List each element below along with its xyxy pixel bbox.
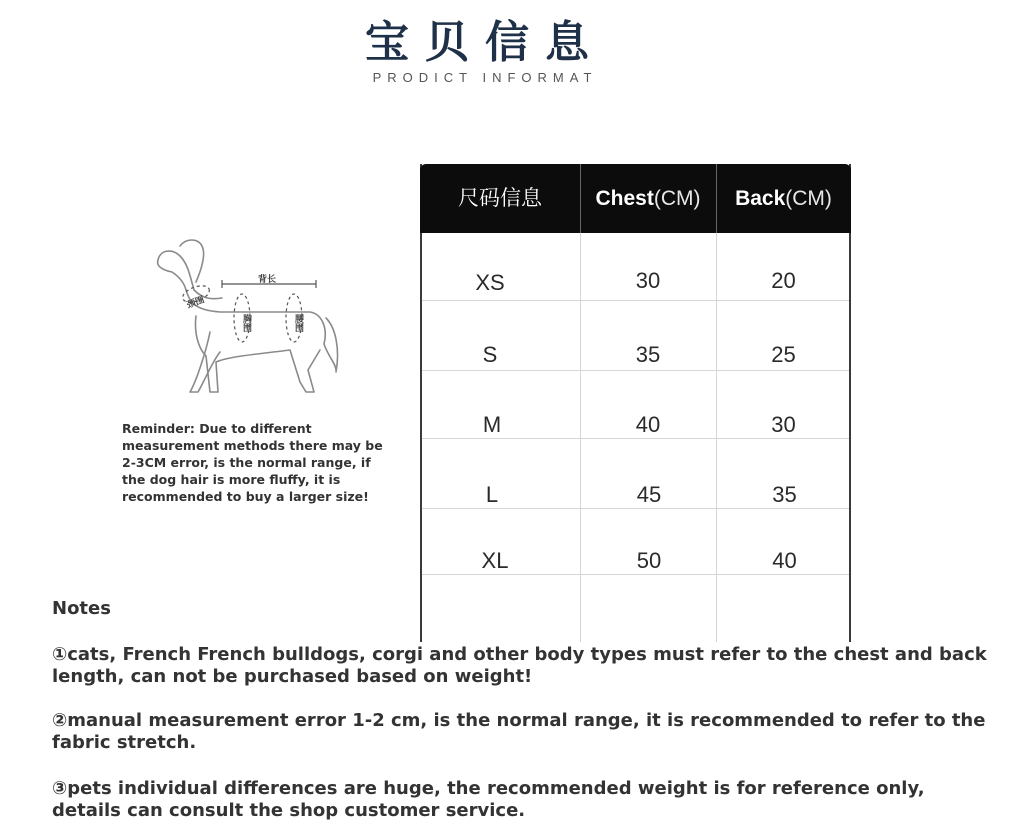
table-cell: XS bbox=[475, 270, 505, 295]
table-cell: 30 bbox=[635, 268, 661, 293]
reminder-text: Reminder: Due to different measurement methods there may be 2-3CM error, is the normal range, if the dog hair is more fluffy, it is recommended to buy a larger size! bbox=[122, 421, 383, 504]
back-length-label: 背长 bbox=[258, 275, 277, 285]
note-item: ③pets individual differences are huge, the recommended weight is for reference only, details can consult the shop customer service. bbox=[52, 778, 925, 821]
table-cell: 40 bbox=[635, 412, 661, 437]
header-chest: Chest(CM) bbox=[595, 187, 701, 210]
table-cell: L bbox=[485, 482, 499, 507]
table-cell: 30 bbox=[771, 412, 796, 437]
chest-label: 胸围 bbox=[241, 314, 251, 332]
table-cell: 35 bbox=[772, 482, 797, 507]
table-header bbox=[420, 164, 851, 233]
notes-title: Notes bbox=[52, 598, 111, 619]
table-cell: 45 bbox=[636, 482, 662, 507]
note-item: ①cats, French French bulldogs, corgi and other body types must refer to the chest and back length, can not be purchased based on weight! bbox=[52, 644, 987, 687]
header-size: 尺码信息 bbox=[458, 187, 542, 210]
page-title: 宝贝信息 bbox=[365, 17, 605, 68]
dog-outline bbox=[158, 251, 194, 290]
table-cell: S bbox=[482, 342, 498, 367]
size-table bbox=[420, 164, 851, 642]
note-item: ②manual measurement error 1-2 cm, is the normal range, it is recommended to refer to the fabric stretch. bbox=[52, 710, 986, 753]
neck-label: 颈围 bbox=[185, 295, 206, 311]
table-cell: M bbox=[482, 412, 502, 437]
waist-label: 腰围 bbox=[293, 314, 303, 332]
table-cell: 35 bbox=[635, 342, 661, 367]
dog-measurement-diagram bbox=[150, 232, 350, 402]
table-cell: 40 bbox=[772, 548, 797, 573]
table-cell: XL bbox=[481, 548, 509, 573]
table-cell: 50 bbox=[636, 548, 662, 573]
table-cell: 25 bbox=[771, 342, 796, 367]
header-back: Back(CM) bbox=[735, 187, 832, 210]
page-subtitle: PRODICT INFORMAT bbox=[372, 70, 598, 85]
table-cell: 20 bbox=[771, 268, 796, 293]
